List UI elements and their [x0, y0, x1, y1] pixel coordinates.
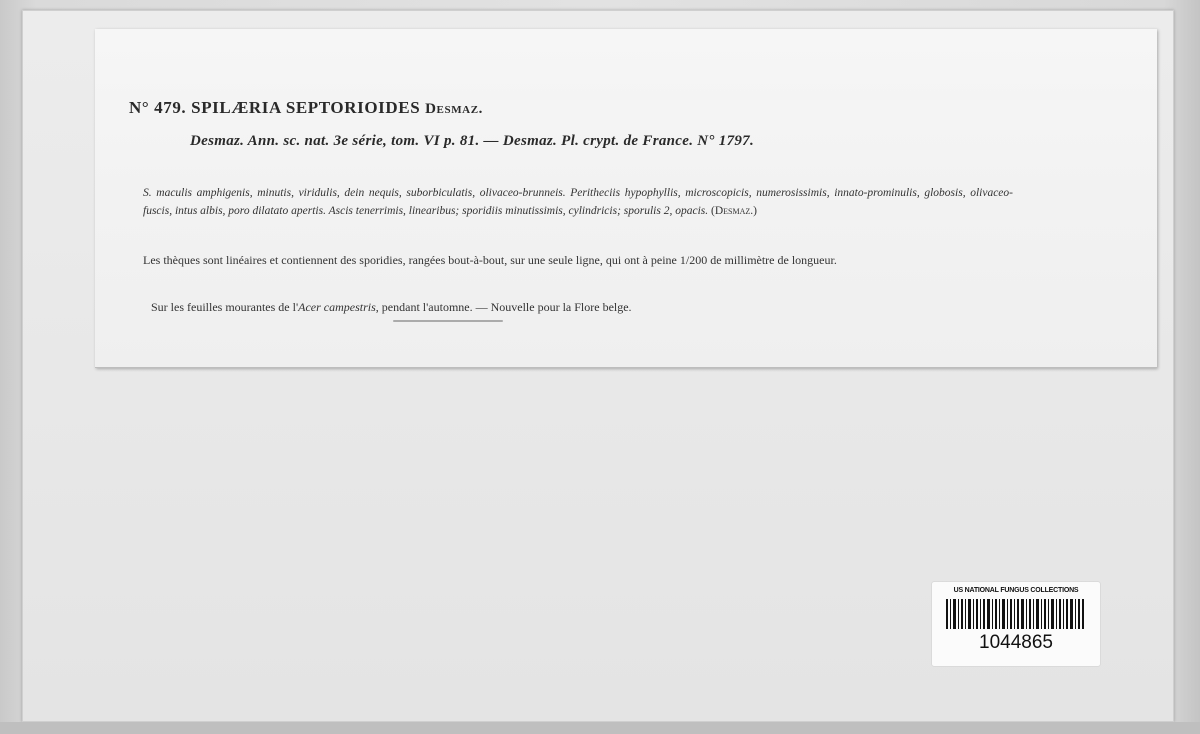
- specimen-number: N° 479.: [129, 98, 187, 117]
- species-author: Desmaz.: [425, 101, 484, 117]
- note-line-a: Les thèques sont linéaires et contiennent des sporidies, rangées bout-à-bout, sur une seule ligne, qui ont à peine: [143, 253, 677, 267]
- bottom-edge: [0, 722, 1200, 734]
- habitat-rest: , pendant l'automne. — Nouvelle pour la Flore belge.: [375, 300, 632, 314]
- barcode-icon: [946, 599, 1086, 629]
- literature-reference: Desmaz. Ann. sc. nat. 3e série, tom. VI p. 81. — Desmaz. Pl. crypt. de France. N° 1797.: [190, 133, 755, 149]
- habitat-text: [151, 298, 1011, 316]
- note-line-b: 1/200 de millimètre de longueur.: [679, 253, 837, 267]
- habitat-lead: Sur les feuilles mourantes de l': [151, 300, 299, 314]
- collection-name: US NATIONAL FUNGUS COLLECTIONS: [953, 587, 1079, 594]
- species-name: SPILÆRIA SEPTORIOIDES: [191, 98, 421, 117]
- barcode-label: [932, 582, 1100, 666]
- description-text: S. maculis amphigenis, minutis, viridulis, dein nequis, suborbiculatis, olivaceo-brunneis. Peritheciis hypophyllis, microscopicis, numerosissimis, innato-prominulis, globosis, olivaceo-fuscis, intus albis, poro dilatato apertis. Ascis tenerrimis, linearibus; sporidiis minutissimis, cylindricis; sporulis 2, opacis.: [143, 187, 1013, 217]
- barcode-number: 1044865: [979, 632, 1053, 653]
- host-name: Acer campestris: [298, 300, 376, 314]
- latin-description: [143, 184, 1013, 220]
- label-title: [129, 98, 483, 118]
- french-note: [143, 251, 1015, 269]
- description-author: (Desmaz.): [711, 205, 757, 217]
- pencil-underline: [393, 320, 503, 322]
- specimen-label: [95, 29, 1157, 368]
